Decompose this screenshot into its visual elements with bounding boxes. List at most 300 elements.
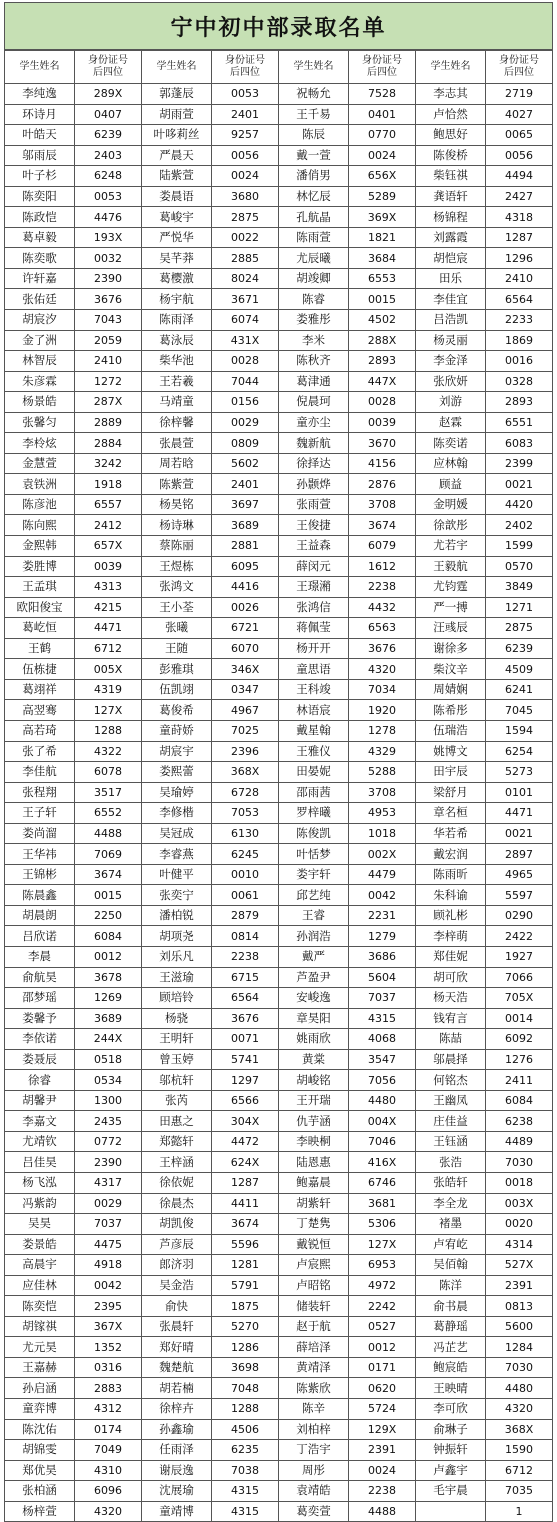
id-last4-cell: 346X xyxy=(212,659,279,680)
table-row xyxy=(5,577,553,598)
id-last4-cell: 2411 xyxy=(486,1070,553,1091)
id-last4-cell: 0056 xyxy=(212,145,279,166)
student-name-cell: 陈洋 xyxy=(416,1275,486,1296)
id-last4-cell: 4027 xyxy=(486,104,553,125)
id-last4-cell: 4476 xyxy=(75,207,142,228)
id-last4-cell: 2250 xyxy=(75,905,142,926)
id-last4-cell: 288X xyxy=(349,330,416,351)
id-last4-cell: 0814 xyxy=(212,926,279,947)
id-last4-cell: 3676 xyxy=(75,289,142,310)
id-last4-cell: 7046 xyxy=(349,1131,416,1152)
id-last4-cell: 4472 xyxy=(212,1131,279,1152)
student-name-cell: 伍栋捷 xyxy=(5,659,75,680)
id-last4-cell: 2410 xyxy=(486,268,553,289)
id-last4-cell: 1287 xyxy=(486,227,553,248)
id-last4-cell: 0024 xyxy=(349,145,416,166)
id-last4-cell: 2412 xyxy=(75,515,142,536)
table-row xyxy=(5,1337,553,1358)
id-last4-cell: 193X xyxy=(75,227,142,248)
id-last4-cell: 289X xyxy=(75,84,142,105)
id-last4-cell: 0053 xyxy=(212,84,279,105)
student-name-cell: 李晨 xyxy=(5,946,75,967)
student-name-cell: 张奕宁 xyxy=(142,885,212,906)
student-name-cell: 章名桓 xyxy=(416,803,486,824)
id-last4-cell: 2881 xyxy=(212,536,279,557)
id-last4-cell: 2403 xyxy=(75,145,142,166)
id-last4-cell: 1918 xyxy=(75,474,142,495)
student-name-cell: 王明轩 xyxy=(142,1029,212,1050)
student-name-cell: 刘乐凡 xyxy=(142,946,212,967)
id-last4-cell: 0020 xyxy=(486,1214,553,1235)
student-name-cell: 黄靖泽 xyxy=(279,1357,349,1378)
student-name-cell: 王华祎 xyxy=(5,844,75,865)
id-last4-cell: 0101 xyxy=(486,782,553,803)
student-name-cell: 田乐 xyxy=(416,268,486,289)
id-last4-cell: 304X xyxy=(212,1111,279,1132)
student-name-cell: 梁舒月 xyxy=(416,782,486,803)
student-name-cell: 应林翰 xyxy=(416,453,486,474)
student-name-cell: 葛泳辰 xyxy=(142,330,212,351)
table-row xyxy=(5,330,553,351)
student-name-cell: 陈俊凯 xyxy=(279,823,349,844)
student-name-cell: 郑优昊 xyxy=(5,1460,75,1481)
id-last4-cell: 3681 xyxy=(349,1193,416,1214)
id-last4-cell: 369X xyxy=(349,207,416,228)
header-id-last4: 身份证号 后四位 xyxy=(349,51,416,84)
id-last4-cell: 0290 xyxy=(486,905,553,926)
id-last4-cell: 002X xyxy=(349,844,416,865)
student-name-cell: 杨景皓 xyxy=(5,392,75,413)
id-last4-cell: 2231 xyxy=(349,905,416,926)
id-last4-cell: 2059 xyxy=(75,330,142,351)
id-last4-cell: 2897 xyxy=(486,844,553,865)
student-name-cell: 王随 xyxy=(142,638,212,659)
table-row xyxy=(5,453,553,474)
id-last4-cell: 4494 xyxy=(486,166,553,187)
table-row xyxy=(5,412,553,433)
id-last4-cell: 9257 xyxy=(212,125,279,146)
student-name-cell: 孔航晶 xyxy=(279,207,349,228)
student-name-cell: 王幽凤 xyxy=(416,1090,486,1111)
student-name-cell: 胡峻铭 xyxy=(279,1070,349,1091)
student-name-cell: 叶皓天 xyxy=(5,125,75,146)
id-last4-cell: 0772 xyxy=(75,1131,142,1152)
id-last4-cell: 368X xyxy=(486,1419,553,1440)
student-name-cell: 蒋佩莹 xyxy=(279,618,349,639)
id-last4-cell: 0015 xyxy=(75,885,142,906)
id-last4-cell: 4411 xyxy=(212,1193,279,1214)
table-row xyxy=(5,1357,553,1378)
table-row xyxy=(5,679,553,700)
student-name-cell: 杨开开 xyxy=(279,638,349,659)
student-name-cell: 俞书晨 xyxy=(416,1296,486,1317)
student-name-cell: 环诗月 xyxy=(5,104,75,125)
id-last4-cell: 5288 xyxy=(349,762,416,783)
id-last4-cell: 3849 xyxy=(486,577,553,598)
student-name-cell: 郎济羽 xyxy=(142,1255,212,1276)
admission-list-sheet xyxy=(4,2,553,1522)
student-name-cell: 曾玉婷 xyxy=(142,1049,212,1070)
header-student-name: 学生姓名 xyxy=(279,51,349,84)
id-last4-cell: 0770 xyxy=(349,125,416,146)
student-name-cell: 吴芊莽 xyxy=(142,248,212,269)
student-name-cell: 李柃炫 xyxy=(5,433,75,454)
id-last4-cell: 0156 xyxy=(212,392,279,413)
student-name-cell: 魏新航 xyxy=(279,433,349,454)
student-name-cell: 葛峻宇 xyxy=(142,207,212,228)
id-last4-cell: 7048 xyxy=(212,1378,279,1399)
id-last4-cell: 0026 xyxy=(212,597,279,618)
student-name-cell: 徐睿 xyxy=(5,1070,75,1091)
student-name-cell: 吕佳昊 xyxy=(5,1152,75,1173)
student-name-cell: 杨骁 xyxy=(142,1008,212,1029)
id-last4-cell: 0407 xyxy=(75,104,142,125)
id-last4-cell: 6563 xyxy=(349,618,416,639)
student-name-cell: 谢辰逸 xyxy=(142,1460,212,1481)
id-last4-cell: 0010 xyxy=(212,864,279,885)
id-last4-cell: 4416 xyxy=(212,577,279,598)
id-last4-cell: 6715 xyxy=(212,967,279,988)
id-last4-cell: 4215 xyxy=(75,597,142,618)
student-name-cell: 祝畅允 xyxy=(279,84,349,105)
student-name-cell: 戴一萱 xyxy=(279,145,349,166)
id-last4-cell: 4918 xyxy=(75,1255,142,1276)
id-last4-cell: 3689 xyxy=(212,515,279,536)
id-last4-cell: 4502 xyxy=(349,310,416,331)
id-last4-cell: 7044 xyxy=(212,371,279,392)
id-last4-cell: 2401 xyxy=(212,104,279,125)
table-row xyxy=(5,1234,553,1255)
table-row xyxy=(5,186,553,207)
student-name-cell xyxy=(416,1501,486,1522)
id-last4-cell: 0065 xyxy=(486,125,553,146)
student-name-cell: 田晏妮 xyxy=(279,762,349,783)
student-name-cell: 徐梓卉 xyxy=(142,1399,212,1420)
id-last4-cell: 6953 xyxy=(349,1255,416,1276)
id-last4-cell: 2893 xyxy=(349,351,416,372)
id-last4-cell: 0015 xyxy=(349,289,416,310)
student-name-cell: 黄棠 xyxy=(279,1049,349,1070)
table-row xyxy=(5,1008,553,1029)
student-name-cell: 周若晗 xyxy=(142,453,212,474)
student-name-cell: 丁楚隽 xyxy=(279,1214,349,1235)
id-last4-cell: 1288 xyxy=(75,720,142,741)
id-last4-cell: 0174 xyxy=(75,1419,142,1440)
id-last4-cell: 6245 xyxy=(212,844,279,865)
student-name-cell: 李依诺 xyxy=(5,1029,75,1050)
student-name-cell: 钟振轩 xyxy=(416,1440,486,1461)
student-name-cell: 李佳航 xyxy=(5,762,75,783)
id-last4-cell: 6712 xyxy=(486,1460,553,1481)
student-name-cell: 陈睿 xyxy=(279,289,349,310)
id-last4-cell: 3670 xyxy=(349,433,416,454)
id-last4-cell: 1927 xyxy=(486,946,553,967)
id-last4-cell: 4480 xyxy=(486,1378,553,1399)
student-name-cell: 娄景皓 xyxy=(5,1234,75,1255)
id-last4-cell: 5306 xyxy=(349,1214,416,1235)
student-name-cell: 仇芋涵 xyxy=(279,1111,349,1132)
student-name-cell: 袁靖皓 xyxy=(279,1481,349,1502)
student-name-cell: 魏楚航 xyxy=(142,1357,212,1378)
table-row xyxy=(5,1049,553,1070)
id-last4-cell: 1288 xyxy=(212,1399,279,1420)
table-row xyxy=(5,1460,553,1481)
table-row xyxy=(5,474,553,495)
student-name-cell: 李映桐 xyxy=(279,1131,349,1152)
student-name-cell: 毛宇晨 xyxy=(416,1481,486,1502)
id-last4-cell: 1272 xyxy=(75,371,142,392)
id-last4-cell: 0012 xyxy=(349,1337,416,1358)
student-name-cell: 杨天浩 xyxy=(416,988,486,1009)
student-name-cell: 朱彦霖 xyxy=(5,371,75,392)
student-name-cell: 田宇辰 xyxy=(416,762,486,783)
id-last4-cell: 3242 xyxy=(75,453,142,474)
student-name-cell: 章昊阳 xyxy=(279,1008,349,1029)
student-name-cell: 陈秋齐 xyxy=(279,351,349,372)
id-last4-cell: 2401 xyxy=(212,474,279,495)
student-name-cell: 郑好晴 xyxy=(142,1337,212,1358)
student-name-cell: 罗梓曦 xyxy=(279,803,349,824)
student-name-cell: 童莳娇 xyxy=(142,720,212,741)
student-name-cell: 杨飞泓 xyxy=(5,1172,75,1193)
student-name-cell: 张佑廷 xyxy=(5,289,75,310)
id-last4-cell: 7035 xyxy=(486,1481,553,1502)
table-row xyxy=(5,1131,553,1152)
id-last4-cell: 0029 xyxy=(75,1193,142,1214)
table-row xyxy=(5,371,553,392)
student-name-cell: 周彤 xyxy=(279,1460,349,1481)
student-name-cell: 陈晨鑫 xyxy=(5,885,75,906)
student-name-cell: 胡凯俊 xyxy=(142,1214,212,1235)
student-name-cell: 马靖童 xyxy=(142,392,212,413)
id-last4-cell: 0028 xyxy=(349,392,416,413)
student-name-cell: 李可欣 xyxy=(416,1399,486,1420)
id-last4-cell: 447X xyxy=(349,371,416,392)
student-name-cell: 尤若宇 xyxy=(416,536,486,557)
id-last4-cell: 4068 xyxy=(349,1029,416,1050)
id-last4-cell: 1821 xyxy=(349,227,416,248)
id-last4-cell: 2238 xyxy=(212,946,279,967)
id-last4-cell: 4479 xyxy=(349,864,416,885)
id-last4-cell: 0042 xyxy=(75,1275,142,1296)
student-name-cell: 芦盈尹 xyxy=(279,967,349,988)
id-last4-cell: 3517 xyxy=(75,782,142,803)
id-last4-cell: 3680 xyxy=(212,186,279,207)
id-last4-cell: 4313 xyxy=(75,577,142,598)
id-last4-cell: 127X xyxy=(349,1234,416,1255)
table-row xyxy=(5,1419,553,1440)
table-row xyxy=(5,967,553,988)
id-last4-cell: 6746 xyxy=(349,1172,416,1193)
student-name-cell: 金了洲 xyxy=(5,330,75,351)
student-name-cell: 赵霖 xyxy=(416,412,486,433)
id-last4-cell: 3674 xyxy=(212,1214,279,1235)
student-name-cell: 庄佳益 xyxy=(416,1111,486,1132)
student-name-cell: 金熙韩 xyxy=(5,536,75,557)
table-row xyxy=(5,125,553,146)
id-last4-cell: 0401 xyxy=(349,104,416,125)
table-row xyxy=(5,1172,553,1193)
student-name-cell: 胡锦雯 xyxy=(5,1440,75,1461)
student-name-cell: 胡紫轩 xyxy=(279,1193,349,1214)
id-last4-cell: 129X xyxy=(349,1419,416,1440)
table-row xyxy=(5,946,553,967)
student-name-cell: 吴金浩 xyxy=(142,1275,212,1296)
id-last4-cell: 2399 xyxy=(486,453,553,474)
id-last4-cell: 6551 xyxy=(486,412,553,433)
student-name-cell: 戴宏润 xyxy=(416,844,486,865)
student-name-cell: 徐晨杰 xyxy=(142,1193,212,1214)
id-last4-cell: 4315 xyxy=(212,1481,279,1502)
student-name-cell: 卢恰然 xyxy=(416,104,486,125)
student-name-cell: 张雨萱 xyxy=(279,494,349,515)
id-last4-cell: 0039 xyxy=(75,556,142,577)
id-last4-cell: 4310 xyxy=(75,1460,142,1481)
id-last4-cell: 5741 xyxy=(212,1049,279,1070)
student-name-cell: 吕欣诺 xyxy=(5,926,75,947)
id-last4-cell: 2402 xyxy=(486,515,553,536)
student-name-cell: 尤辰曦 xyxy=(279,248,349,269)
id-last4-cell: 0039 xyxy=(349,412,416,433)
student-name-cell: 胡若楠 xyxy=(142,1378,212,1399)
id-last4-cell: 5597 xyxy=(486,885,553,906)
student-name-cell: 胡竣卿 xyxy=(279,268,349,289)
student-name-cell: 张芮 xyxy=(142,1090,212,1111)
id-last4-cell: 6084 xyxy=(75,926,142,947)
student-name-cell: 朱科谕 xyxy=(416,885,486,906)
id-last4-cell: 287X xyxy=(75,392,142,413)
student-name-cell: 邵雨茜 xyxy=(279,782,349,803)
id-last4-cell: 5600 xyxy=(486,1316,553,1337)
id-last4-cell: 6557 xyxy=(75,494,142,515)
student-name-cell: 顾礼彬 xyxy=(416,905,486,926)
student-name-cell: 陈雨昕 xyxy=(416,864,486,885)
table-row xyxy=(5,248,553,269)
student-name-cell: 李志其 xyxy=(416,84,486,105)
id-last4-cell: 6728 xyxy=(212,782,279,803)
id-last4-cell: 1 xyxy=(486,1501,553,1522)
student-name-cell: 芦彦辰 xyxy=(142,1234,212,1255)
table-row xyxy=(5,166,553,187)
id-last4-cell: 0328 xyxy=(486,371,553,392)
id-last4-cell: 1296 xyxy=(486,248,553,269)
student-name-cell: 陈沈佑 xyxy=(5,1419,75,1440)
id-last4-cell: 6564 xyxy=(486,289,553,310)
table-row xyxy=(5,268,553,289)
student-name-cell: 王映晴 xyxy=(416,1378,486,1399)
header-id-last4: 身份证号 后四位 xyxy=(75,51,142,84)
student-name-cell: 欧阳俊宝 xyxy=(5,597,75,618)
id-last4-cell: 6095 xyxy=(212,556,279,577)
student-name-cell: 叶哆莉丝 xyxy=(142,125,212,146)
student-name-cell: 陈辰 xyxy=(279,125,349,146)
student-name-cell: 卢昭铭 xyxy=(279,1275,349,1296)
id-last4-cell: 004X xyxy=(349,1111,416,1132)
student-name-cell: 尤钧霆 xyxy=(416,577,486,598)
student-name-cell: 任雨泽 xyxy=(142,1440,212,1461)
student-name-cell: 徐歆彤 xyxy=(416,515,486,536)
student-name-cell: 陈奕歌 xyxy=(5,248,75,269)
student-name-cell: 王梓涵 xyxy=(142,1152,212,1173)
id-last4-cell: 2879 xyxy=(212,905,279,926)
student-name-cell: 李金泽 xyxy=(416,351,486,372)
id-last4-cell: 7034 xyxy=(349,679,416,700)
header-student-name: 学生姓名 xyxy=(5,51,75,84)
table-row xyxy=(5,905,553,926)
student-name-cell: 胡镓祺 xyxy=(5,1316,75,1337)
table-row xyxy=(5,1481,553,1502)
student-name-cell: 严悦华 xyxy=(142,227,212,248)
student-name-cell: 胡宸汐 xyxy=(5,310,75,331)
id-last4-cell: 4312 xyxy=(75,1399,142,1420)
id-last4-cell: 0171 xyxy=(349,1357,416,1378)
student-name-cell: 林智辰 xyxy=(5,351,75,372)
student-name-cell: 潘俏男 xyxy=(279,166,349,187)
id-last4-cell: 0071 xyxy=(212,1029,279,1050)
id-last4-cell: 4320 xyxy=(349,659,416,680)
id-last4-cell: 3698 xyxy=(212,1357,279,1378)
id-last4-cell: 1287 xyxy=(212,1172,279,1193)
id-last4-cell: 4432 xyxy=(349,597,416,618)
id-last4-cell: 0053 xyxy=(75,186,142,207)
table-row xyxy=(5,1152,553,1173)
id-last4-cell: 3674 xyxy=(349,515,416,536)
id-last4-cell: 7038 xyxy=(212,1460,279,1481)
id-last4-cell: 3676 xyxy=(349,638,416,659)
id-last4-cell: 0018 xyxy=(486,1172,553,1193)
student-name-cell: 严晨天 xyxy=(142,145,212,166)
student-name-cell: 徐择达 xyxy=(279,453,349,474)
id-last4-cell: 4156 xyxy=(349,453,416,474)
table-row xyxy=(5,1193,553,1214)
header-row xyxy=(5,51,553,84)
id-last4-cell: 7037 xyxy=(75,1214,142,1235)
student-name-cell: 王钰涵 xyxy=(416,1131,486,1152)
student-name-cell: 王璟潲 xyxy=(279,577,349,598)
student-name-cell: 王锦彬 xyxy=(5,864,75,885)
id-last4-cell: 4471 xyxy=(75,618,142,639)
student-name-cell: 邬雨辰 xyxy=(5,145,75,166)
student-name-cell: 林忆辰 xyxy=(279,186,349,207)
student-name-cell: 娄晨语 xyxy=(142,186,212,207)
student-name-cell: 冯芷艺 xyxy=(416,1337,486,1358)
student-name-cell: 姚雨欣 xyxy=(279,1029,349,1050)
id-last4-cell: 2884 xyxy=(75,433,142,454)
id-last4-cell: 1594 xyxy=(486,720,553,741)
student-name-cell: 尤元昊 xyxy=(5,1337,75,1358)
student-name-cell: 高若琦 xyxy=(5,720,75,741)
student-name-cell: 娄宇轩 xyxy=(279,864,349,885)
header-student-name: 学生姓名 xyxy=(416,51,486,84)
id-last4-cell: 3678 xyxy=(75,967,142,988)
student-name-cell: 陆紫萱 xyxy=(142,166,212,187)
student-name-cell: 王子轩 xyxy=(5,803,75,824)
table-row xyxy=(5,1275,553,1296)
student-name-cell: 李梓萌 xyxy=(416,926,486,947)
table-row xyxy=(5,556,553,577)
id-last4-cell: 2410 xyxy=(75,351,142,372)
id-last4-cell: 3689 xyxy=(75,1008,142,1029)
student-name-cell: 邬晨择 xyxy=(416,1049,486,1070)
table-row xyxy=(5,1440,553,1461)
table-row xyxy=(5,351,553,372)
student-name-cell: 刘游 xyxy=(416,392,486,413)
id-last4-cell: 0347 xyxy=(212,679,279,700)
header-id-last4: 身份证号 后四位 xyxy=(212,51,279,84)
student-name-cell: 杨宇航 xyxy=(142,289,212,310)
id-last4-cell: 4315 xyxy=(349,1008,416,1029)
student-name-cell: 胡宸宇 xyxy=(142,741,212,762)
